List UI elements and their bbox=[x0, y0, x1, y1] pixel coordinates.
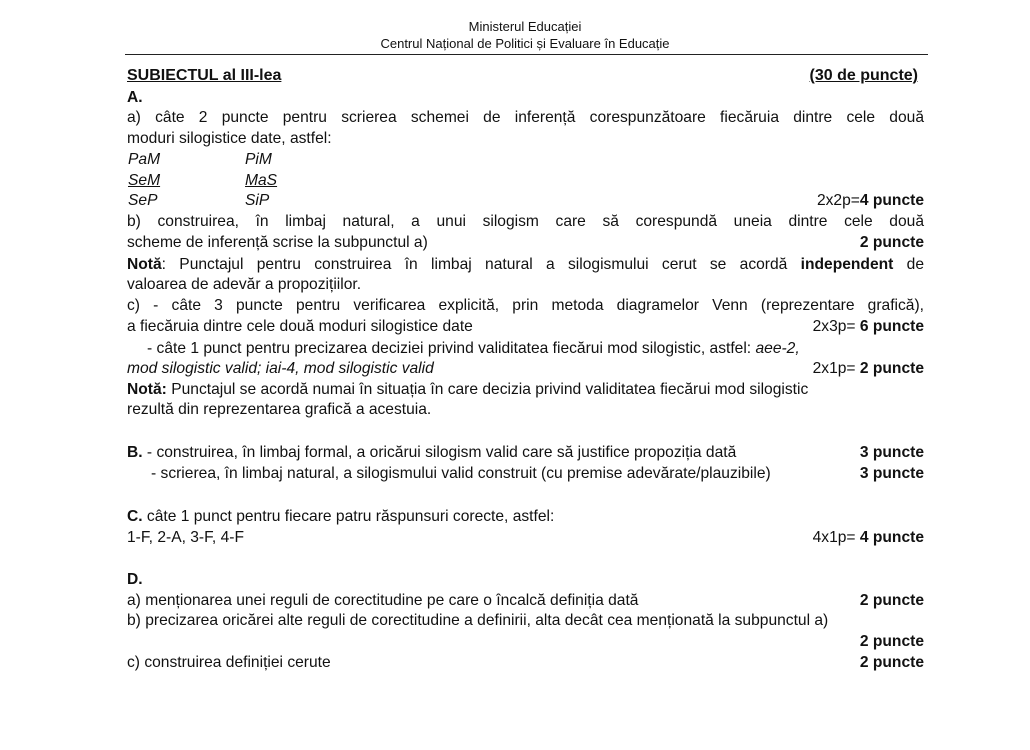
part-a-b-line2: scheme de inferență scrise la subpunctul a) bbox=[127, 234, 428, 251]
c2-line1-italic: aee-2, bbox=[755, 340, 800, 357]
part-d-b: b) precizarea oricărei alte reguli de corectitudine a definirii, alta decât cea menționată la subpunctul a) bbox=[127, 612, 829, 629]
part-b-line2: - scrierea, în limbaj natural, a silogismului valid construit (cu premise adevărate/plauzibile) bbox=[151, 465, 771, 482]
subject-points: (30 de puncte) bbox=[809, 67, 918, 84]
part-d-b-score: 2 puncte bbox=[859, 633, 924, 650]
part-d-a: a) menționarea unei reguli de corectitudine pe care o încalcă definiția dată bbox=[127, 592, 639, 609]
part-a-c-score-prefix: 2x3p= bbox=[812, 318, 860, 335]
note1-text-end: de bbox=[893, 256, 924, 273]
part-a-c2-line2: mod silogistic valid; iai-4, mod silogistic valid bbox=[127, 360, 434, 377]
header-rule bbox=[125, 54, 928, 55]
part-a-c2-line2-row bbox=[127, 359, 924, 379]
scheme-right-premise2: MaS bbox=[245, 172, 278, 189]
subject-title-row bbox=[127, 66, 924, 86]
note1-text: : Punctajul pentru construirea în limbaj natural a silogismului cerut se acordă bbox=[161, 256, 801, 273]
part-b-line2-row bbox=[127, 464, 924, 484]
scheme-left-premise1: PaM bbox=[128, 151, 161, 168]
part-b-label: B. bbox=[127, 444, 143, 461]
c2-line1-text: - câte 1 punct pentru precizarea deciziei privind validitatea fiecărui mod silogistic, astfel: bbox=[147, 340, 756, 357]
part-a-b-line1: b) construirea, în limbaj natural, a unui silogism care să corespundă uneia dintre cele două bbox=[127, 213, 924, 230]
part-a-label: A. bbox=[127, 89, 143, 106]
part-c-text: câte 1 punct pentru fiecare patru răspunsuri corecte, astfel: bbox=[142, 508, 555, 525]
part-a-b-score: 2 puncte bbox=[859, 234, 924, 251]
part-a-c-score bbox=[813, 317, 924, 337]
part-c-line1 bbox=[127, 507, 924, 527]
note1-label: Notă bbox=[127, 256, 162, 273]
part-a-note1-line1 bbox=[127, 255, 924, 275]
part-a-a-score-prefix: 2x2p= bbox=[816, 192, 860, 209]
part-d-c-row bbox=[127, 653, 924, 673]
part-a-note2-line2: rezultă din reprezentarea grafică a acestuia. bbox=[127, 401, 432, 418]
scheme-right-conclusion: SiP bbox=[245, 192, 270, 209]
part-a-note2-line1 bbox=[127, 380, 924, 400]
scheme-right-premise1: PiM bbox=[245, 151, 272, 168]
part-c-score-prefix: 4x1p= bbox=[812, 529, 860, 546]
part-a-a-score bbox=[817, 191, 924, 211]
part-a-c2-score bbox=[813, 359, 924, 379]
note1-bold: independent bbox=[800, 256, 894, 273]
part-a-b-line2-row bbox=[127, 233, 924, 253]
part-a-a-score-value: 4 puncte bbox=[859, 192, 924, 209]
part-a-c-score-value: 6 puncte bbox=[859, 318, 924, 335]
part-c-answers-row bbox=[127, 528, 924, 548]
subject-title: SUBIECTUL al III-lea bbox=[127, 67, 282, 84]
part-d-a-score: 2 puncte bbox=[859, 592, 924, 609]
part-b-line1: - construirea, în limbaj formal, a oricărui silogism valid care să justifice propoziția dată bbox=[142, 444, 737, 461]
part-d-label: D. bbox=[127, 571, 143, 588]
part-a-a-line1: a) câte 2 puncte pentru scrierea schemei de inferență corespunzătoare fiecăruia dintre cele două bbox=[127, 109, 924, 126]
scheme-left-premise2: SeM bbox=[128, 172, 161, 189]
part-a-c2-score-value: 2 puncte bbox=[859, 360, 924, 377]
part-a-c2-score-prefix: 2x1p= bbox=[812, 360, 860, 377]
part-d-c: c) construirea definiției cerute bbox=[127, 654, 331, 671]
part-a-c-line1: c) - câte 3 puncte pentru verificarea explicită, prin metoda diagramelor Venn (reprezentare grafică), bbox=[127, 297, 924, 314]
part-a-c-line2: a fiecăruia dintre cele două moduri silogistice date bbox=[127, 318, 473, 335]
part-a-a-line2: moduri silogistice date, astfel: bbox=[127, 130, 332, 147]
part-a-note1-line2: valoarea de adevăr a propozițiilor. bbox=[127, 276, 362, 293]
part-d-a-row bbox=[127, 591, 924, 611]
note2-text: Punctajul se acordă numai în situația în care decizia privind validitatea fiecărui mod silogistic bbox=[166, 381, 809, 398]
header-ministry: Ministerul Educației bbox=[468, 19, 582, 34]
part-c-answers: 1-F, 2-A, 3-F, 4-F bbox=[127, 529, 244, 546]
part-c-label: C. bbox=[127, 508, 143, 525]
part-c-score bbox=[813, 528, 924, 548]
part-d-c-score: 2 puncte bbox=[859, 654, 924, 671]
part-a-c-line2-row bbox=[127, 317, 924, 337]
header-center: Centrul Național de Politici și Evaluare în Educație bbox=[380, 36, 670, 51]
part-c-score-value: 4 puncte bbox=[859, 529, 924, 546]
scheme-left-conclusion: SeP bbox=[128, 192, 158, 209]
note2-label: Notă: bbox=[127, 381, 167, 398]
part-a-c2-line1 bbox=[127, 339, 924, 359]
part-b-line1-score: 3 puncte bbox=[859, 444, 924, 461]
part-b-line2-score: 3 puncte bbox=[859, 465, 924, 482]
part-b-line1-row bbox=[127, 443, 924, 463]
